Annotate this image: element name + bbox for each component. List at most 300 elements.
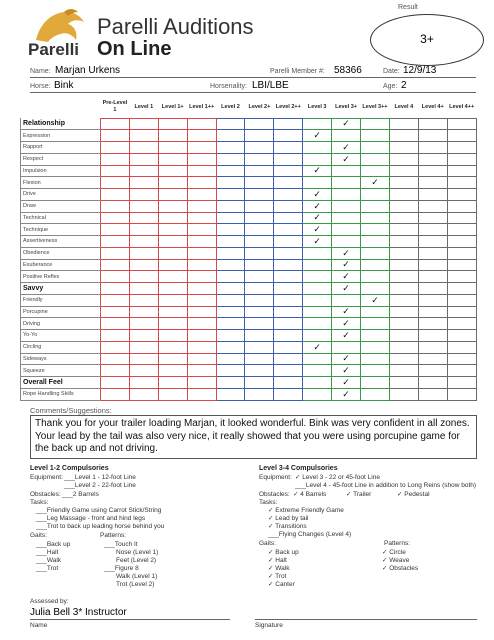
grid-cell[interactable] (332, 212, 361, 224)
grid-cell[interactable] (389, 318, 418, 330)
grid-cell[interactable] (303, 118, 332, 130)
right-obstacles-1[interactable]: ✓ 4 Barrels (293, 491, 327, 498)
grid-cell[interactable] (158, 189, 187, 201)
right-gait-4[interactable]: ✓ Trot (268, 573, 287, 580)
grid-cell[interactable] (303, 271, 332, 283)
grid-cell[interactable] (245, 224, 274, 236)
grid-cell[interactable] (216, 318, 245, 330)
grid-cell[interactable] (129, 247, 158, 259)
grid-cell[interactable] (129, 365, 158, 377)
grid-cell[interactable] (389, 142, 418, 154)
grid-cell[interactable] (129, 153, 158, 165)
grid-cell[interactable] (361, 212, 390, 224)
grid-cell[interactable] (158, 259, 187, 271)
grid-cell[interactable] (447, 247, 476, 259)
grid-cell[interactable] (274, 294, 303, 306)
grid-cell[interactable] (361, 236, 390, 248)
grid-cell[interactable] (216, 294, 245, 306)
grid-cell[interactable] (216, 130, 245, 142)
grid-cell[interactable] (158, 388, 187, 400)
grid-cell[interactable] (389, 330, 418, 342)
grid-cell[interactable] (101, 247, 130, 259)
right-pattern-2[interactable]: ✓ Weave (382, 557, 410, 564)
grid-cell[interactable] (361, 388, 390, 400)
grid-cell[interactable] (101, 330, 130, 342)
left-obstacles-1[interactable]: ___2 Barrels (62, 491, 99, 498)
grid-cell[interactable] (418, 142, 447, 154)
grid-cell[interactable] (361, 224, 390, 236)
grid-cell[interactable] (447, 283, 476, 295)
grid-cell[interactable] (418, 153, 447, 165)
grid-cell[interactable] (447, 365, 476, 377)
grid-cell[interactable] (187, 271, 216, 283)
grid-cell[interactable] (158, 165, 187, 177)
grid-cell[interactable] (216, 165, 245, 177)
grid-cell[interactable] (158, 236, 187, 248)
grid-cell[interactable] (187, 259, 216, 271)
grid-cell[interactable] (418, 165, 447, 177)
grid-cell[interactable] (332, 165, 361, 177)
comments-box[interactable]: Thank you for your trailer loading Marjan, it looked wonderful. Bink was very confident in all zones. Your lead by the tail was also very nice, it really showed that you were using porcupine game for the back up and not driving. (30, 415, 477, 459)
grid-cell[interactable] (129, 142, 158, 154)
grid-cell[interactable] (303, 247, 332, 259)
grid-cell[interactable] (303, 283, 332, 295)
left-gait-1[interactable]: ___Back up (36, 541, 71, 548)
grid-cell[interactable] (187, 153, 216, 165)
grid-cell[interactable] (361, 189, 390, 201)
grid-cell[interactable] (245, 318, 274, 330)
grid-cell[interactable] (389, 377, 418, 389)
grid-cell[interactable] (361, 318, 390, 330)
grid-cell[interactable] (447, 153, 476, 165)
grid-cell[interactable] (361, 165, 390, 177)
grid-cell[interactable] (216, 177, 245, 189)
grid-cell[interactable] (361, 153, 390, 165)
grid-cell[interactable] (389, 365, 418, 377)
grid-cell[interactable] (158, 142, 187, 154)
grid-cell[interactable] (274, 212, 303, 224)
left-pattern-1[interactable]: ___Touch It (104, 541, 138, 548)
grid-cell[interactable] (101, 189, 130, 201)
grid-cell[interactable] (245, 212, 274, 224)
grid-cell[interactable] (101, 388, 130, 400)
grid-cell[interactable] (158, 365, 187, 377)
grid-cell[interactable] (216, 189, 245, 201)
grid-cell[interactable] (245, 341, 274, 353)
grid-cell[interactable] (158, 153, 187, 165)
grid-cell[interactable] (101, 306, 130, 318)
grid-cell[interactable] (158, 294, 187, 306)
grid-cell[interactable] (216, 377, 245, 389)
right-gait-3[interactable]: ✓ Walk (268, 565, 290, 572)
left-task-1[interactable]: ___Friendly Game using Carrot Stick/String (36, 507, 162, 514)
grid-cell[interactable] (187, 330, 216, 342)
right-task-4[interactable]: ___Flying Changes (Level 4) (268, 531, 352, 538)
grid-cell[interactable] (245, 294, 274, 306)
grid-cell[interactable] (216, 200, 245, 212)
grid-cell[interactable] (216, 259, 245, 271)
grid-cell[interactable] (216, 142, 245, 154)
grid-cell[interactable] (274, 271, 303, 283)
grid-cell[interactable] (332, 200, 361, 212)
grid-cell[interactable] (418, 177, 447, 189)
grid-cell[interactable] (158, 330, 187, 342)
grid-cell[interactable] (245, 259, 274, 271)
grid-cell[interactable] (418, 377, 447, 389)
grid-cell[interactable] (187, 377, 216, 389)
grid-cell[interactable] (418, 130, 447, 142)
grid-cell[interactable] (129, 224, 158, 236)
grid-cell[interactable] (303, 212, 332, 224)
grid-cell[interactable] (418, 318, 447, 330)
grid-cell[interactable] (361, 341, 390, 353)
left-task-3[interactable]: ___Trot to back up leading horse behind you (36, 523, 165, 530)
grid-cell[interactable] (129, 283, 158, 295)
grid-cell[interactable] (418, 259, 447, 271)
grid-cell[interactable] (187, 365, 216, 377)
grid-cell[interactable] (447, 177, 476, 189)
grid-cell[interactable] (447, 224, 476, 236)
grid-cell[interactable] (332, 118, 361, 130)
grid-cell[interactable] (274, 377, 303, 389)
grid-cell[interactable] (447, 189, 476, 201)
grid-cell[interactable] (129, 294, 158, 306)
grid-cell[interactable] (158, 212, 187, 224)
grid-cell[interactable] (389, 200, 418, 212)
grid-cell[interactable] (274, 365, 303, 377)
grid-cell[interactable] (129, 271, 158, 283)
grid-cell[interactable] (101, 130, 130, 142)
grid-cell[interactable] (447, 130, 476, 142)
grid-cell[interactable] (332, 365, 361, 377)
grid-cell[interactable] (361, 177, 390, 189)
grid-cell[interactable] (361, 294, 390, 306)
grid-cell[interactable] (447, 330, 476, 342)
grid-cell[interactable] (389, 306, 418, 318)
grid-cell[interactable] (274, 200, 303, 212)
right-task-3[interactable]: ✓ Transitions (268, 523, 307, 530)
grid-cell[interactable] (447, 142, 476, 154)
grid-cell[interactable] (101, 118, 130, 130)
grid-cell[interactable] (187, 189, 216, 201)
grid-cell[interactable] (332, 377, 361, 389)
grid-cell[interactable] (303, 165, 332, 177)
grid-cell[interactable] (332, 236, 361, 248)
grid-cell[interactable] (361, 306, 390, 318)
grid-cell[interactable] (274, 353, 303, 365)
grid-cell[interactable] (129, 212, 158, 224)
grid-cell[interactable] (332, 353, 361, 365)
grid-cell[interactable] (361, 247, 390, 259)
grid-cell[interactable] (332, 294, 361, 306)
grid-cell[interactable] (332, 306, 361, 318)
grid-cell[interactable] (216, 388, 245, 400)
grid-cell[interactable] (216, 283, 245, 295)
grid-cell[interactable] (101, 224, 130, 236)
grid-cell[interactable] (245, 388, 274, 400)
grid-cell[interactable] (216, 118, 245, 130)
grid-cell[interactable] (101, 200, 130, 212)
grid-cell[interactable] (389, 271, 418, 283)
grid-cell[interactable] (187, 200, 216, 212)
grid-cell[interactable] (361, 259, 390, 271)
grid-cell[interactable] (274, 283, 303, 295)
grid-cell[interactable] (129, 118, 158, 130)
grid-cell[interactable] (418, 212, 447, 224)
grid-cell[interactable] (418, 365, 447, 377)
grid-cell[interactable] (129, 165, 158, 177)
grid-cell[interactable] (274, 177, 303, 189)
right-pattern-1[interactable]: ✓ Circle (382, 549, 406, 556)
grid-cell[interactable] (303, 377, 332, 389)
grid-cell[interactable] (303, 130, 332, 142)
grid-cell[interactable] (332, 177, 361, 189)
grid-cell[interactable] (245, 130, 274, 142)
grid-cell[interactable] (389, 294, 418, 306)
grid-cell[interactable] (187, 318, 216, 330)
grid-cell[interactable] (245, 330, 274, 342)
grid-cell[interactable] (332, 271, 361, 283)
grid-cell[interactable] (158, 224, 187, 236)
grid-cell[interactable] (447, 353, 476, 365)
grid-cell[interactable] (303, 365, 332, 377)
grid-cell[interactable] (245, 236, 274, 248)
grid-cell[interactable] (389, 212, 418, 224)
grid-cell[interactable] (101, 177, 130, 189)
grid-cell[interactable] (303, 294, 332, 306)
grid-cell[interactable] (101, 283, 130, 295)
grid-cell[interactable] (418, 271, 447, 283)
grid-cell[interactable] (101, 353, 130, 365)
grid-cell[interactable] (303, 142, 332, 154)
grid-cell[interactable] (274, 118, 303, 130)
grid-cell[interactable] (187, 283, 216, 295)
grid-cell[interactable] (129, 388, 158, 400)
grid-cell[interactable] (274, 189, 303, 201)
left-gait-3[interactable]: ___Walk (36, 557, 62, 564)
grid-cell[interactable] (129, 130, 158, 142)
grid-cell[interactable] (418, 118, 447, 130)
grid-cell[interactable] (332, 247, 361, 259)
grid-cell[interactable] (361, 377, 390, 389)
grid-cell[interactable] (101, 259, 130, 271)
grid-cell[interactable] (101, 153, 130, 165)
grid-cell[interactable] (216, 341, 245, 353)
grid-cell[interactable] (187, 130, 216, 142)
grid-cell[interactable] (274, 165, 303, 177)
grid-cell[interactable] (303, 353, 332, 365)
grid-cell[interactable] (303, 318, 332, 330)
grid-cell[interactable] (158, 118, 187, 130)
right-equipment-2[interactable]: ___Level 4 - 45-foot Line in addition to Long Reins (show both) (295, 482, 477, 489)
right-obstacles-3[interactable]: ✓ Pedestal (397, 491, 430, 498)
grid-cell[interactable] (418, 224, 447, 236)
grid-cell[interactable] (447, 212, 476, 224)
grid-cell[interactable] (418, 330, 447, 342)
grid-cell[interactable] (129, 353, 158, 365)
grid-cell[interactable] (187, 388, 216, 400)
grid-cell[interactable] (389, 165, 418, 177)
grid-cell[interactable] (129, 200, 158, 212)
grid-cell[interactable] (245, 247, 274, 259)
grid-cell[interactable] (361, 330, 390, 342)
grid-cell[interactable] (361, 271, 390, 283)
right-obstacles-2[interactable]: ✓ Trailer (346, 491, 372, 498)
grid-cell[interactable] (101, 271, 130, 283)
grid-cell[interactable] (274, 330, 303, 342)
grid-cell[interactable] (389, 388, 418, 400)
grid-cell[interactable] (101, 236, 130, 248)
grid-cell[interactable] (332, 330, 361, 342)
grid-cell[interactable] (245, 377, 274, 389)
grid-cell[interactable] (129, 377, 158, 389)
grid-cell[interactable] (303, 189, 332, 201)
grid-cell[interactable] (101, 365, 130, 377)
grid-cell[interactable] (101, 294, 130, 306)
grid-cell[interactable] (187, 306, 216, 318)
left-gait-2[interactable]: ___Halt (36, 549, 59, 556)
grid-cell[interactable] (245, 306, 274, 318)
grid-cell[interactable] (216, 212, 245, 224)
grid-cell[interactable] (129, 189, 158, 201)
grid-cell[interactable] (418, 353, 447, 365)
right-task-2[interactable]: ✓ Lead by tail (268, 515, 309, 522)
grid-cell[interactable] (216, 236, 245, 248)
grid-cell[interactable] (303, 224, 332, 236)
grid-cell[interactable] (245, 189, 274, 201)
grid-cell[interactable] (389, 130, 418, 142)
grid-cell[interactable] (245, 177, 274, 189)
grid-cell[interactable] (361, 365, 390, 377)
grid-cell[interactable] (332, 318, 361, 330)
grid-cell[interactable] (447, 294, 476, 306)
grid-cell[interactable] (389, 259, 418, 271)
grid-cell[interactable] (447, 165, 476, 177)
left-task-2[interactable]: ___Leg Massage - front and hind legs (36, 515, 146, 522)
grid-cell[interactable] (303, 330, 332, 342)
grid-cell[interactable] (303, 388, 332, 400)
grid-cell[interactable] (245, 142, 274, 154)
grid-cell[interactable] (187, 236, 216, 248)
grid-cell[interactable] (447, 118, 476, 130)
grid-cell[interactable] (332, 341, 361, 353)
grid-cell[interactable] (361, 118, 390, 130)
grid-cell[interactable] (332, 259, 361, 271)
grid-cell[interactable] (389, 353, 418, 365)
right-gait-5[interactable]: ✓ Canter (268, 581, 295, 588)
grid-cell[interactable] (158, 177, 187, 189)
grid-cell[interactable] (101, 212, 130, 224)
left-gait-4[interactable]: ___Trot (36, 565, 59, 572)
grid-cell[interactable] (101, 318, 130, 330)
right-task-1[interactable]: ✓ Extreme Friendly Game (268, 507, 344, 514)
grid-cell[interactable] (129, 177, 158, 189)
grid-cell[interactable] (101, 341, 130, 353)
grid-cell[interactable] (332, 142, 361, 154)
grid-cell[interactable] (245, 353, 274, 365)
grid-cell[interactable] (274, 341, 303, 353)
right-gait-1[interactable]: ✓ Back up (268, 549, 299, 556)
grid-cell[interactable] (158, 306, 187, 318)
grid-cell[interactable] (129, 236, 158, 248)
grid-cell[interactable] (129, 259, 158, 271)
grid-cell[interactable] (447, 271, 476, 283)
right-pattern-3[interactable]: ✓ Obstacles (382, 565, 419, 572)
grid-cell[interactable] (389, 283, 418, 295)
grid-cell[interactable] (158, 341, 187, 353)
grid-cell[interactable] (332, 283, 361, 295)
grid-cell[interactable] (332, 130, 361, 142)
grid-cell[interactable] (274, 388, 303, 400)
grid-cell[interactable] (418, 294, 447, 306)
grid-cell[interactable] (303, 177, 332, 189)
grid-cell[interactable] (303, 341, 332, 353)
grid-cell[interactable] (216, 353, 245, 365)
grid-cell[interactable] (187, 177, 216, 189)
grid-cell[interactable] (274, 318, 303, 330)
grid-cell[interactable] (303, 236, 332, 248)
grid-cell[interactable] (418, 306, 447, 318)
grid-cell[interactable] (418, 200, 447, 212)
grid-cell[interactable] (418, 341, 447, 353)
grid-cell[interactable] (216, 330, 245, 342)
grid-cell[interactable] (245, 365, 274, 377)
grid-cell[interactable] (303, 306, 332, 318)
grid-cell[interactable] (158, 271, 187, 283)
grid-cell[interactable] (389, 153, 418, 165)
grid-cell[interactable] (245, 200, 274, 212)
grid-cell[interactable] (389, 247, 418, 259)
grid-cell[interactable] (158, 318, 187, 330)
grid-cell[interactable] (216, 365, 245, 377)
grid-cell[interactable] (187, 165, 216, 177)
grid-cell[interactable] (158, 353, 187, 365)
grid-cell[interactable] (274, 224, 303, 236)
grid-cell[interactable] (216, 271, 245, 283)
left-equipment-2[interactable]: ___Level 2 - 22-foot Line (64, 482, 136, 489)
grid-cell[interactable] (187, 247, 216, 259)
grid-cell[interactable] (245, 271, 274, 283)
grid-cell[interactable] (361, 142, 390, 154)
grid-cell[interactable] (332, 153, 361, 165)
grid-cell[interactable] (389, 341, 418, 353)
grid-cell[interactable] (187, 294, 216, 306)
grid-cell[interactable] (303, 200, 332, 212)
grid-cell[interactable] (447, 388, 476, 400)
grid-cell[interactable] (245, 118, 274, 130)
grid-cell[interactable] (274, 306, 303, 318)
grid-cell[interactable] (274, 130, 303, 142)
grid-cell[interactable] (389, 236, 418, 248)
grid-cell[interactable] (158, 247, 187, 259)
grid-cell[interactable] (274, 153, 303, 165)
grid-cell[interactable] (447, 236, 476, 248)
left-pattern-4[interactable]: ___Figure 8 (104, 565, 139, 572)
grid-cell[interactable] (389, 177, 418, 189)
grid-cell[interactable] (274, 142, 303, 154)
grid-cell[interactable] (447, 341, 476, 353)
grid-cell[interactable] (129, 306, 158, 318)
grid-cell[interactable] (129, 330, 158, 342)
grid-cell[interactable] (361, 353, 390, 365)
grid-cell[interactable] (216, 224, 245, 236)
grid-cell[interactable] (245, 283, 274, 295)
grid-cell[interactable] (447, 200, 476, 212)
grid-cell[interactable] (216, 247, 245, 259)
grid-cell[interactable] (245, 153, 274, 165)
grid-cell[interactable] (418, 283, 447, 295)
grid-cell[interactable] (216, 306, 245, 318)
